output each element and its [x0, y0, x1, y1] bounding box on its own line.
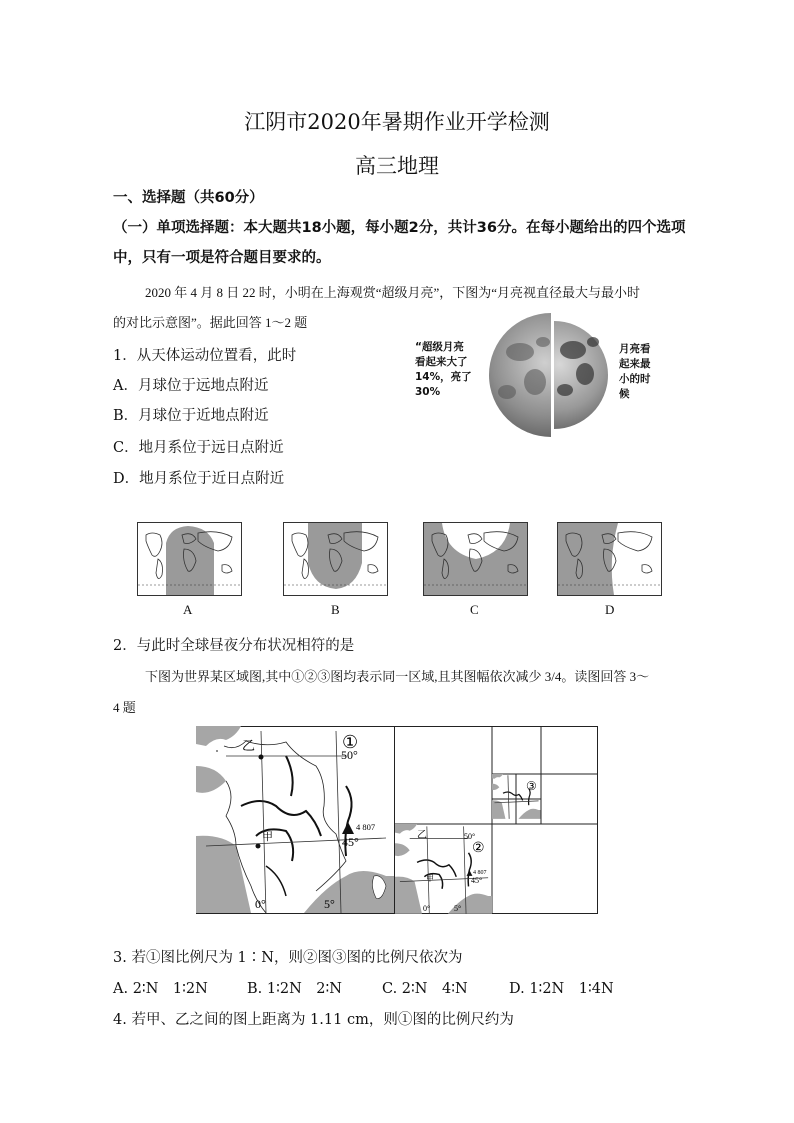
map2-lon5: 5° — [454, 904, 462, 913]
moon-left-caption-line: 30% — [415, 386, 441, 398]
moon-right-caption-line: 候 — [619, 388, 630, 400]
q1-option-b: B．月球位于近地点附近 — [113, 408, 269, 424]
part1-instructions-line1: （一）单项选择题：本大题共18小题，每小题2分，共计36分。在每小题给出的四个选项 — [113, 220, 686, 236]
moon-left-caption-line: “超级月亮 — [415, 341, 464, 353]
day-night-map-c — [423, 522, 528, 596]
intro-3-4-line1: 下图为世界某区域图,其中①②③图均表示同一区域,且其图幅依次减少 3/4。读图回答 3～ — [145, 669, 650, 684]
q1-option-c: C．地月系位于远日点附近 — [113, 440, 284, 456]
intro-1-2-line2: 的对比示意图”。据此回答 1～2 题 — [113, 315, 308, 330]
moon-right-caption-line: 小的时 — [619, 373, 651, 385]
day-night-map-d — [557, 522, 662, 596]
part1-instructions-line2: 中，只有一项是符合题目要求的。 — [113, 250, 331, 266]
map2-circle-label: ② — [472, 841, 485, 856]
moon-left-caption — [415, 340, 487, 400]
moon-right-caption-line: 月亮看 — [619, 343, 651, 355]
q3-option-c: C. 2∶N 4∶N — [382, 981, 468, 997]
moon-left-caption-line: 看起来大了 — [415, 356, 468, 368]
q1-option-a: A．月球位于远地点附近 — [113, 378, 269, 394]
map2-lon0: 0° — [423, 904, 431, 913]
section-heading: 一、选择题（共60分） — [113, 190, 264, 206]
q3-option-b: B. 1∶2N 2∶N — [247, 981, 342, 997]
q3-stem: 3. 若①图比例尺为 1∶N，则②图③图的比例尺依次为 — [113, 950, 463, 966]
map-label-d: D — [605, 602, 615, 617]
intro-3-4-line2: 4 题 — [113, 700, 136, 715]
moon-right-caption-line: 起来最 — [619, 358, 651, 370]
map2-peak-elevation: 4 807 — [473, 870, 487, 876]
map1-label-jia: 甲 — [262, 831, 273, 843]
intro-1-2-line1: 2020 年 4 月 8 日 22 时，小明在上海观赏“超级月亮”，下图为“月亮视直径最大与最小时 — [145, 285, 641, 300]
map1-lon5: 5° — [324, 897, 335, 911]
map1-lon0: 0° — [255, 897, 266, 911]
q3-option-a: A. 2∶N 1∶2N — [113, 981, 208, 997]
map-label-b: B — [331, 602, 340, 617]
q2-stem: 2．与此时全球昼夜分布状况相符的是 — [113, 638, 355, 654]
page-subtitle: 高三地理 — [355, 154, 439, 178]
q1-stem: 1．从天体运动位置看，此时 — [113, 348, 297, 364]
moon-left-caption-line: 14%，亮了 — [415, 371, 472, 383]
moon-right-caption — [619, 342, 669, 402]
map-label-c: C — [470, 602, 479, 617]
day-night-map-a — [137, 522, 242, 596]
q4-stem: 4. 若甲、乙之间的图上距离为 1.11 cm，则①图的比例尺约为 — [113, 1012, 514, 1028]
map1-label-yi: 乙 — [242, 738, 256, 753]
map2-label-jia: 甲 — [426, 874, 434, 883]
q3-option-d: D. 1∶2N 1∶4N — [509, 981, 614, 997]
map2-label-yi: 乙 — [417, 830, 427, 841]
moon-comparison-figure — [415, 312, 685, 437]
q1-option-d: D．地月系位于近日点附近 — [113, 471, 285, 487]
france-region-map — [196, 726, 598, 914]
map1-circle-label: ① — [342, 732, 359, 752]
map2-lat45: 45° — [471, 876, 483, 885]
map1-lat50: 50° — [341, 748, 358, 762]
map3-circle-label: ③ — [526, 779, 537, 793]
day-night-map-b — [283, 522, 388, 596]
map1-peak-elevation: 4 807 — [356, 822, 376, 832]
map1-lat45: 45° — [342, 835, 359, 849]
map2-lat50: 50° — [464, 832, 476, 841]
page-title: 江阴市2020年暑期作业开学检测 — [244, 110, 550, 134]
map-label-a: A — [183, 602, 193, 617]
